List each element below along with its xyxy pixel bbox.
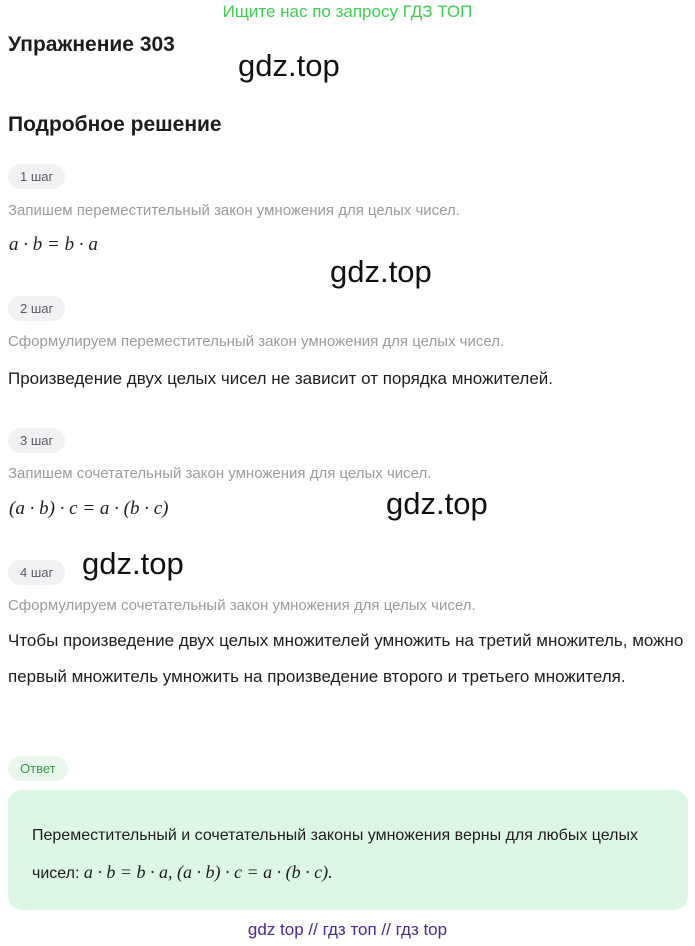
answer-badge: Ответ <box>8 756 68 781</box>
search-banner: Ищите нас по запросу ГДЗ ТОП <box>222 2 473 21</box>
answer-formula: a · b = b · a, (a · b) · c = a · (b · c). <box>83 862 333 882</box>
step-hint: Сформулируем сочетательный закон умножения для целых чисел. <box>8 597 476 614</box>
step-statement: Произведение двух целых чисел не зависит от порядка множителей. <box>8 369 554 388</box>
step-badge: 3 шаг <box>8 428 65 453</box>
watermark: gdz.top <box>238 48 340 83</box>
step-formula: a · b = b · a <box>9 234 98 255</box>
step-badge: 1 шаг <box>8 164 65 189</box>
answer-text: Переместительный и сочетательный законы умножения верны для любых целых чисел: <box>32 827 638 882</box>
exercise-title: Упражнение 303 <box>8 33 175 56</box>
step-formula: (a · b) · c = a · (b · c) <box>9 498 169 519</box>
answer-box <box>8 790 688 910</box>
step-statement: Чтобы произведение двух целых множителей умножить на третий множитель, можно первый множитель умножить на произведение второго и третьего множителя. <box>8 631 684 686</box>
step-hint: Сформулируем переместительный закон умножения для целых чисел. <box>8 333 505 350</box>
step-hint: Запишем сочетательный закон умножения для целых чисел. <box>8 465 432 482</box>
solution-title: Подробное решение <box>8 113 222 136</box>
watermark: gdz.top <box>82 546 184 581</box>
step-hint: Запишем переместительный закон умножения для целых чисел. <box>8 202 460 219</box>
step-badge: 4 шаг <box>8 560 65 585</box>
watermark: gdz.top <box>330 254 432 289</box>
step-badge: 2 шаг <box>8 296 65 321</box>
footer-links: gdz top // гдз топ // гдз top <box>247 920 448 939</box>
watermark: gdz.top <box>386 486 488 521</box>
